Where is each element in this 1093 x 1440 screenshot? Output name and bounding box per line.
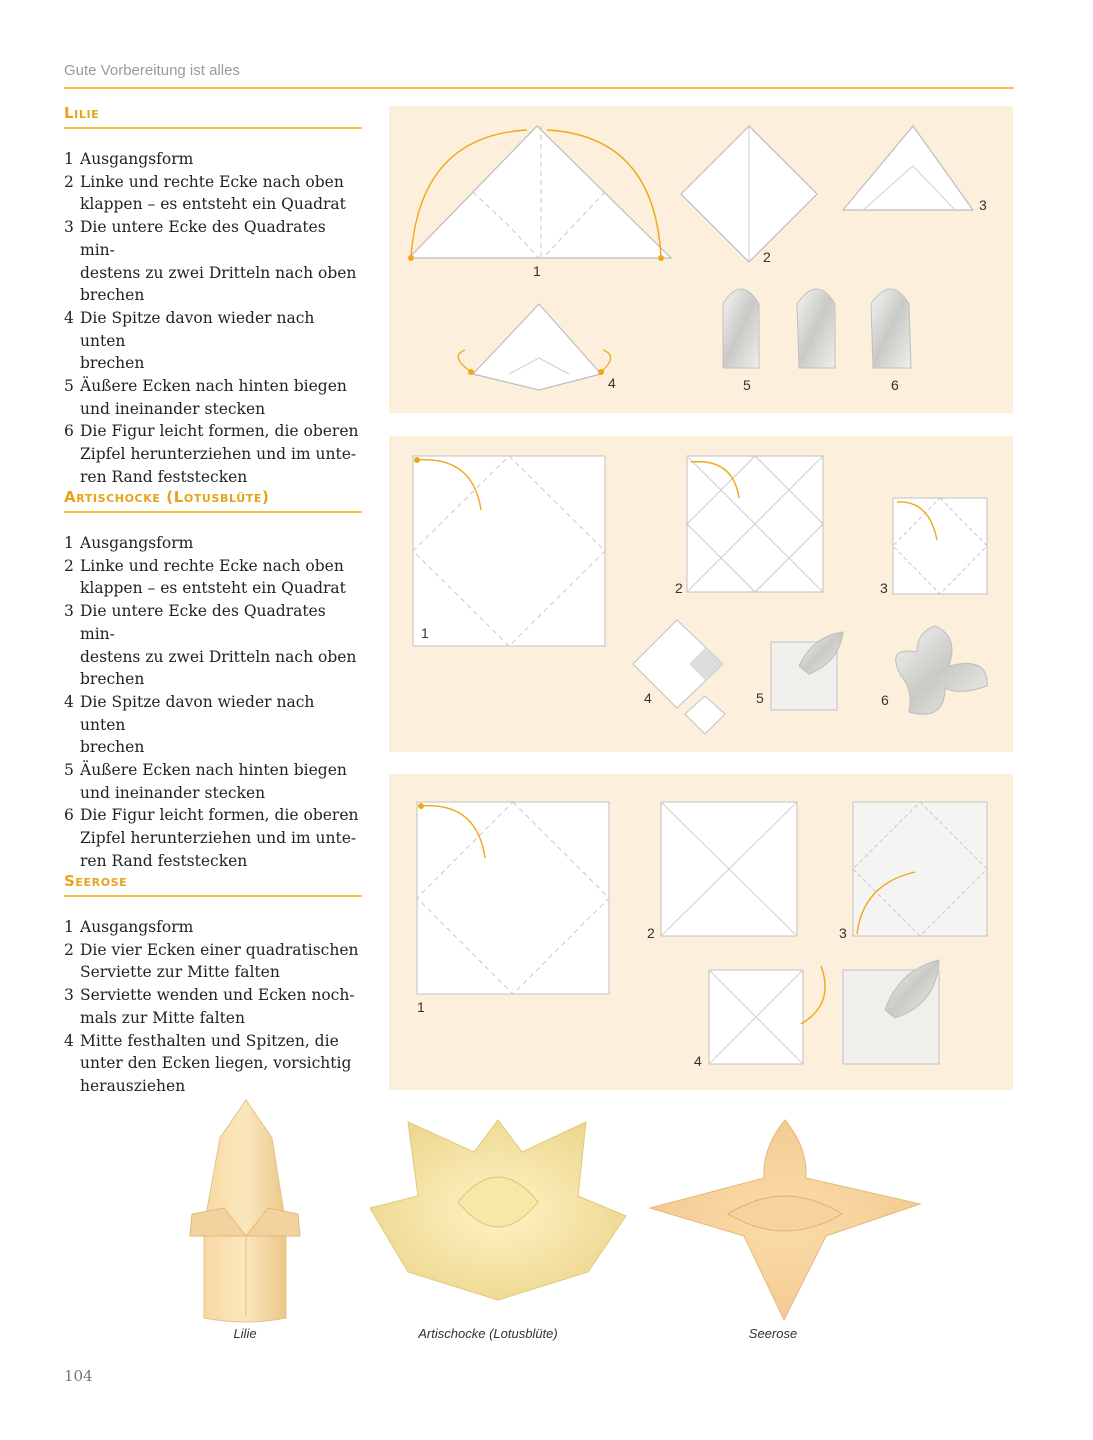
artischocke-fig-1 <box>413 456 605 646</box>
fig-num: 1 <box>533 263 541 279</box>
fig-num: 4 <box>644 690 652 706</box>
section-title-lilie: Lilie <box>64 104 100 122</box>
artischocke-diagrams <box>389 436 1013 752</box>
step-text: Ausgangsform <box>80 918 194 936</box>
step-item <box>64 375 364 420</box>
seerose-diagrams <box>389 774 1013 1090</box>
step-number: 5 <box>64 377 74 396</box>
fig-num: 2 <box>647 925 655 941</box>
diagram-panel-artischocke <box>389 436 1013 752</box>
photo-artischocke <box>368 1112 628 1308</box>
step-number: 3 <box>64 602 74 621</box>
seerose-fig-1 <box>417 802 609 994</box>
step-text: Äußere Ecken nach hinten biegen und ineinander stecken <box>80 761 347 802</box>
step-item <box>64 420 364 488</box>
seerose-fig-2 <box>661 802 797 936</box>
running-head: Gute Vorbereitung ist alles <box>64 62 240 79</box>
step-text: Die Spitze davon wieder nach unten brechen <box>80 692 315 757</box>
photo-lilie <box>180 1096 310 1324</box>
lilie-fig-2 <box>681 126 817 262</box>
step-text: Die Figur leicht formen, die oberen Zipfel herunterziehen und im unte- ren Rand feststecken <box>80 806 359 870</box>
step-text: Die untere Ecke des Quadrates min- destens zu zwei Dritteln nach oben brechen <box>80 218 357 305</box>
steps-lilie <box>64 148 364 489</box>
fig-num: 5 <box>756 690 764 706</box>
step-item <box>64 916 364 939</box>
artischocke-fig-5 <box>771 632 843 710</box>
step-number: 6 <box>64 806 74 825</box>
step-number: 3 <box>64 218 74 237</box>
step-number: 2 <box>64 940 74 959</box>
lilie-fig-3 <box>843 126 973 210</box>
page-number: 104 <box>64 1367 93 1385</box>
artischocke-fig-6 <box>896 626 987 714</box>
step-item <box>64 171 364 216</box>
section-rule <box>64 895 362 897</box>
step-item <box>64 691 364 759</box>
step-text: Linke und rechte Ecke nach oben klappen – es entsteht ein Quadrat <box>80 556 346 598</box>
step-number: 5 <box>64 761 74 780</box>
lilie-fig-1 <box>408 126 671 261</box>
step-number: 4 <box>64 692 74 711</box>
fig-num: 3 <box>880 580 888 596</box>
section-title-seerose: Seerose <box>64 872 128 890</box>
step-text: Ausgangsform <box>80 534 194 552</box>
step-item <box>64 148 364 171</box>
step-text: Äußere Ecken nach hinten biegen und ineinander stecken <box>80 377 347 418</box>
diagram-panel-lilie <box>389 106 1013 413</box>
step-number: 3 <box>64 986 74 1005</box>
fig-num: 1 <box>421 625 429 641</box>
step-item <box>64 532 364 555</box>
step-item <box>64 307 364 375</box>
step-item <box>64 1030 364 1098</box>
photo-caption-seerose: Seerose <box>748 1326 798 1341</box>
step-item <box>64 984 364 1029</box>
artischocke-fig-4 <box>633 620 725 734</box>
fig-num: 2 <box>675 580 683 596</box>
step-text: Mitte festhalten und Spitzen, die unter den Ecken liegen, vorsichtig herausziehen <box>80 1031 352 1095</box>
artischocke-fig-3 <box>893 498 987 594</box>
seerose-fig-4 <box>709 960 939 1064</box>
fig-num: 6 <box>891 377 899 393</box>
fig-num: 1 <box>417 999 425 1015</box>
photo-caption-artischocke: Artischocke (Lotusblüte) <box>418 1326 558 1341</box>
step-item <box>64 939 364 984</box>
seerose-fig-3 <box>853 802 987 936</box>
fig-num: 3 <box>979 197 987 213</box>
step-number: 2 <box>64 556 74 575</box>
lilie-fig-4 <box>458 304 610 390</box>
step-text: Die vier Ecken einer quadratischen Serviette zur Mitte falten <box>80 940 359 982</box>
step-text: Die Spitze davon wieder nach unten brechen <box>80 308 315 373</box>
fig-num: 2 <box>763 249 771 265</box>
step-text: Linke und rechte Ecke nach oben klappen – es entsteht ein Quadrat <box>80 172 346 214</box>
step-number: 6 <box>64 422 74 441</box>
step-number: 2 <box>64 172 74 191</box>
fig-num: 3 <box>839 925 847 941</box>
steps-artischocke <box>64 532 364 873</box>
step-text: Die untere Ecke des Quadrates min- destens zu zwei Dritteln nach oben brechen <box>80 602 357 689</box>
step-item <box>64 600 364 691</box>
step-number: 1 <box>64 150 74 168</box>
fig-num: 4 <box>608 375 616 391</box>
step-item <box>64 216 364 307</box>
step-item <box>64 804 364 872</box>
step-text: Serviette wenden und Ecken noch- mals zur Mitte falten <box>80 986 355 1027</box>
step-number: 1 <box>64 918 74 936</box>
lilie-fig-5 <box>723 289 911 368</box>
section-rule <box>64 127 362 129</box>
step-item <box>64 555 364 600</box>
fig-num: 4 <box>694 1053 702 1069</box>
step-number: 1 <box>64 534 74 552</box>
fig-num: 6 <box>881 692 889 708</box>
section-title-artischocke: Artischocke (Lotusblüte) <box>64 488 270 506</box>
lilie-diagrams <box>389 106 1013 413</box>
artischocke-fig-2 <box>687 456 823 592</box>
steps-seerose <box>64 916 364 1098</box>
photo-caption-lilie: Lilie <box>233 1326 257 1341</box>
diagram-panel-seerose <box>389 774 1013 1090</box>
step-text: Die Figur leicht formen, die oberen Zipfel herunterziehen und im unte- ren Rand feststecken <box>80 422 359 486</box>
step-text: Ausgangsform <box>80 150 194 168</box>
step-item <box>64 759 364 804</box>
step-number: 4 <box>64 1031 74 1050</box>
section-rule <box>64 511 362 513</box>
fig-num: 5 <box>743 377 751 393</box>
header-rule <box>64 87 1014 89</box>
photo-seerose <box>648 1118 922 1322</box>
step-number: 4 <box>64 308 74 327</box>
